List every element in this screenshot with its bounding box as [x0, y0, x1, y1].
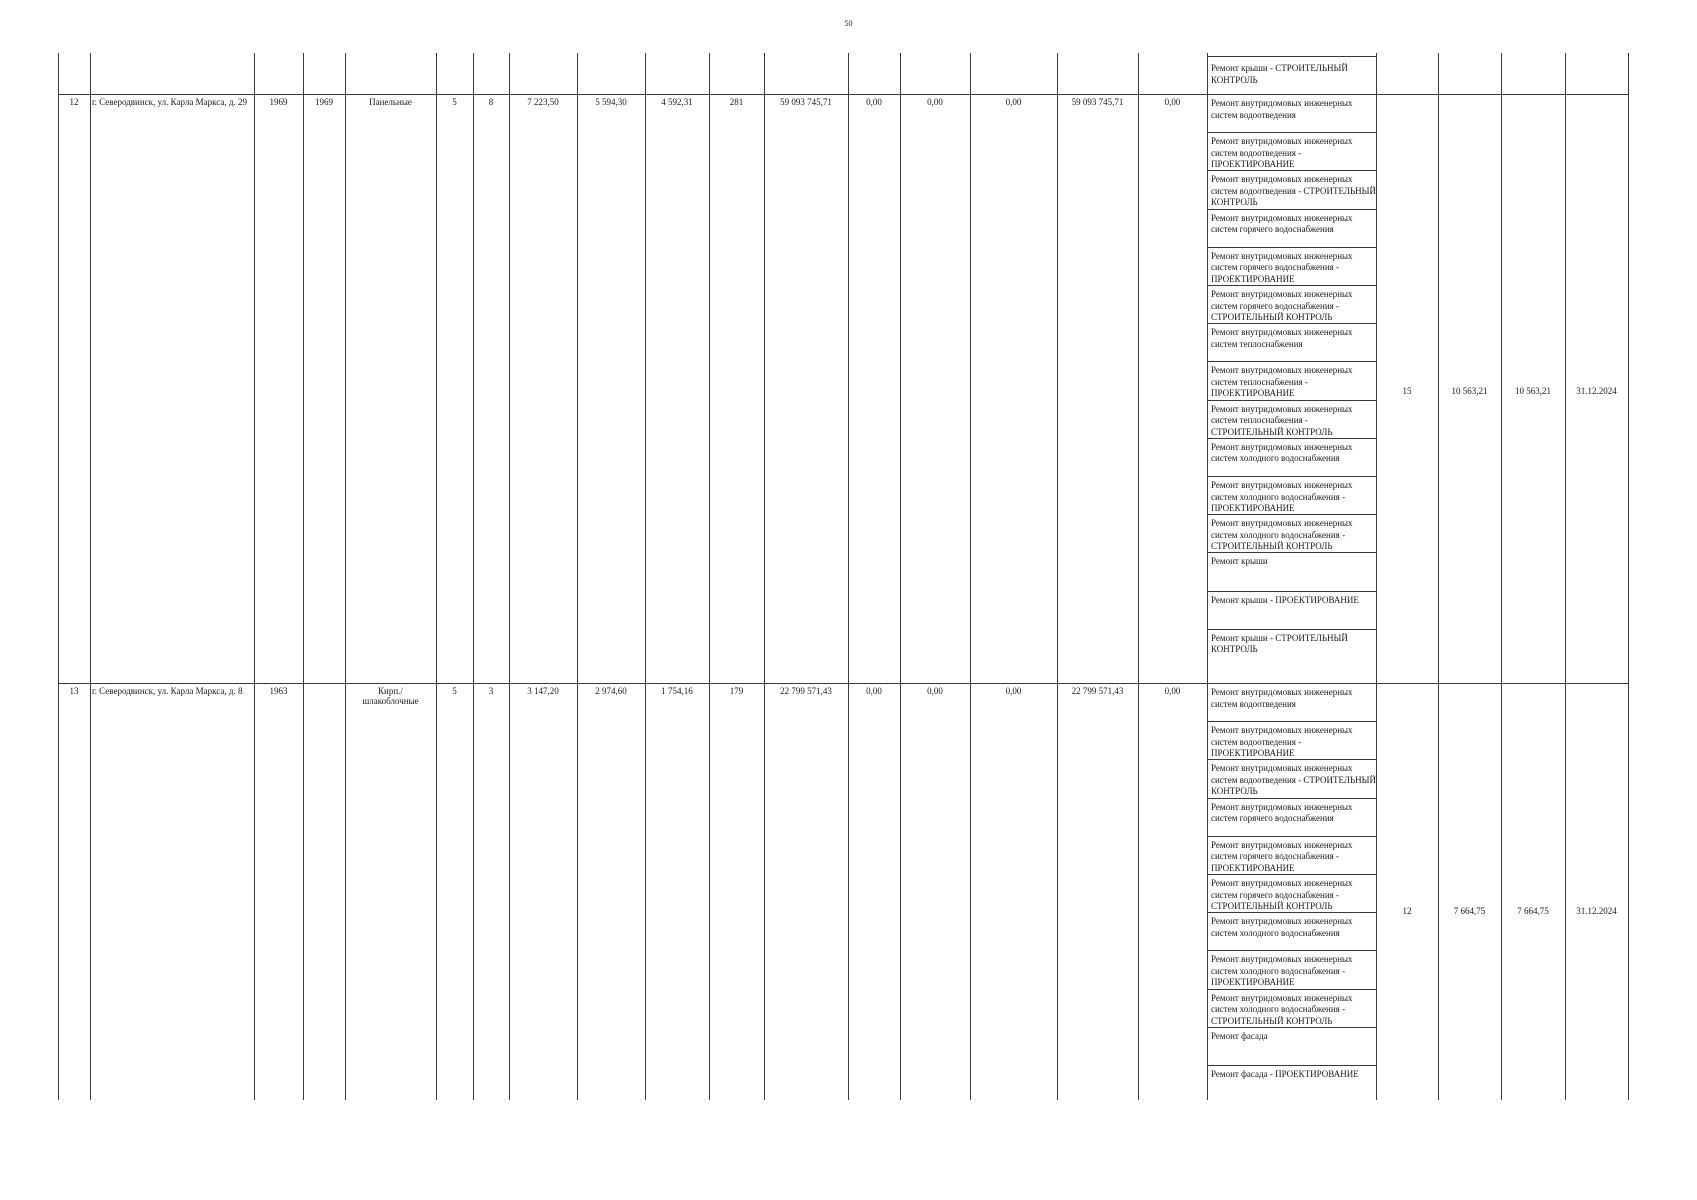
cost-owners: 22 799 571,43 — [1071, 686, 1124, 696]
work-type-cell: Ремонт внутридомовых инженерных систем водоотведения — [1211, 687, 1353, 709]
work-type-cell: Ремонт фасада - ПРОЕКТИРОВАНИЕ — [1211, 1069, 1359, 1079]
area-residential: 1 754,16 — [661, 686, 693, 696]
floors: 5 — [452, 686, 457, 696]
area-premises: 2 974,60 — [595, 686, 627, 696]
deadline: 31.12.2024 — [1576, 906, 1617, 916]
cost-local: 0,00 — [1005, 97, 1022, 107]
work-type-cell: Ремонт крыши — [1211, 556, 1268, 567]
work-type-cell: Ремонт внутридомовых инженерных систем холодного водоснабжения - СТРОИТЕЛЬНЫЙ КОНТРОЛЬ — [1211, 992, 1353, 1026]
work-cell-divider — [1207, 874, 1377, 875]
wall-material: Панельные — [369, 97, 412, 107]
work-type-cell: Ремонт внутридомовых инженерных систем холодного водоснабжения - ПРОЕКТИРОВАНИЕ — [1211, 954, 1353, 988]
cost-federal: 0,00 — [866, 97, 882, 107]
work-type-cell: Ремонт внутридомовых инженерных систем холодного водоснабжения — [1211, 916, 1353, 938]
work-cell-divider — [1207, 1027, 1377, 1028]
cost-regional: 0,00 — [927, 97, 943, 107]
work-type-cell: Ремонт фасада — [1211, 1030, 1268, 1041]
cost-federal: 0,00 — [866, 686, 882, 696]
cost-total: 59 093 745,71 — [780, 97, 832, 107]
work-type-cell: Ремонт внутридомовых инженерных систем холодного водоснабжения — [1211, 441, 1353, 464]
residents: 281 — [729, 97, 744, 107]
address: г. Северодвинск, ул. Карла Маркса, д. 29 — [92, 97, 247, 107]
floors: 5 — [452, 97, 457, 107]
works-count: 12 — [1402, 906, 1412, 916]
work-type-cell: Ремонт внутридомовых инженерных систем теплоснабжения - СТРОИТЕЛЬНЫЙ КОНТРОЛЬ — [1211, 403, 1353, 437]
work-cell-divider — [1207, 170, 1377, 171]
work-cell-divider — [1207, 950, 1377, 951]
work-cell-divider — [1207, 247, 1377, 248]
works-list — [1210, 94, 1380, 683]
entrances: 3 — [488, 686, 494, 696]
year-commissioned: 1969 — [315, 97, 333, 107]
work-cell-divider — [1207, 514, 1377, 515]
work-cell-continuation: Ремонт крыши - СТРОИТЕЛЬНЫЙ КОНТРОЛЬ — [1211, 63, 1348, 85]
work-type-cell: Ремонт внутридомовых инженерных систем водоотведения - ПРОЕКТИРОВАНИЕ — [1211, 725, 1353, 759]
work-cell-divider — [1207, 989, 1377, 990]
page-number: 50 — [844, 19, 853, 28]
work-type-cell: Ремонт внутридомовых инженерных систем горячего водоснабжения - ПРОЕКТИРОВАНИЕ — [1211, 839, 1353, 873]
cost-other: 0,00 — [1164, 686, 1181, 696]
work-cell-divider — [1207, 759, 1377, 760]
work-type-cell: Ремонт внутридомовых инженерных систем теплоснабжения - ПРОЕКТИРОВАНИЕ — [1211, 365, 1353, 399]
work-cell-divider — [1207, 438, 1377, 439]
unit-cost: 7 664,75 — [1453, 906, 1486, 916]
unit-cost-limit: 7 664,75 — [1517, 906, 1549, 916]
area-residential: 4 592,31 — [661, 97, 693, 107]
work-cell-divider — [1207, 132, 1377, 133]
work-cell-divider — [1207, 361, 1377, 362]
wall-material: Кирп./ шлакоблочные — [362, 686, 419, 706]
address: г. Северодвинск, ул. Карла Маркса, д. 8 — [92, 686, 243, 696]
work-type-cell: Ремонт внутридомовых инженерных систем горячего водоснабжения - СТРОИТЕЛЬНЫЙ КОНТРОЛЬ — [1211, 289, 1353, 322]
work-type-cell: Ремонт внутридомовых инженерных систем холодного водоснабжения - ПРОЕКТИРОВАНИЕ — [1211, 480, 1353, 513]
work-type-cell: Ремонт внутридомовых инженерных систем водоотведения - СТРОИТЕЛЬНЫЙ КОНТРОЛЬ — [1211, 763, 1377, 797]
area-premises: 5 594,30 — [595, 97, 627, 107]
cost-owners: 59 093 745,71 — [1071, 97, 1124, 107]
cost-regional: 0,00 — [927, 686, 943, 696]
cost-total: 22 799 571,43 — [780, 686, 832, 696]
work-type-cell: Ремонт крыши - ПРОЕКТИРОВАНИЕ — [1211, 594, 1359, 605]
work-cell-divider — [1207, 323, 1377, 324]
work-type-cell: Ремонт внутридомовых инженерных систем холодного водоснабжения - СТРОИТЕЛЬНЫЙ КОНТРОЛЬ — [1211, 518, 1353, 552]
work-cell-divider — [1207, 629, 1377, 630]
work-cell-divider — [1207, 721, 1377, 722]
work-type-cell: Ремонт крыши - СТРОИТЕЛЬНЫЙ КОНТРОЛЬ — [1211, 632, 1348, 655]
deadline: 31.12.2024 — [1576, 386, 1617, 396]
work-cell-divider — [1207, 798, 1377, 799]
works-count: 15 — [1402, 386, 1412, 396]
row-number: 13 — [69, 686, 79, 696]
works-list — [1210, 683, 1380, 1100]
cost-local: 0,00 — [1005, 686, 1022, 696]
work-type-cell: Ремонт внутридомовых инженерных систем горячего водоснабжения — [1211, 801, 1353, 824]
work-type-cell: Ремонт внутридомовых инженерных систем водоотведения - ПРОЕКТИРОВАНИЕ — [1211, 136, 1353, 170]
work-cell-divider — [1207, 285, 1377, 286]
cost-other: 0,00 — [1164, 97, 1181, 107]
residents: 179 — [729, 686, 744, 696]
work-cell-divider — [1207, 400, 1377, 401]
total-area: 7 223,50 — [527, 97, 559, 107]
work-cell-divider — [1207, 552, 1377, 553]
work-cell-divider — [1207, 912, 1377, 913]
row-number: 12 — [69, 97, 79, 107]
work-cell-divider — [1207, 836, 1377, 837]
work-type-cell: Ремонт внутридомовых инженерных систем теплоснабжения — [1211, 327, 1353, 349]
work-type-cell: Ремонт внутридомовых инженерных систем горячего водоснабжения - СТРОИТЕЛЬНЫЙ КОНТРОЛЬ — [1211, 878, 1353, 911]
entrances: 8 — [488, 97, 494, 107]
work-cell-divider — [1207, 1065, 1377, 1066]
year-built: 1963 — [269, 686, 288, 696]
work-type-cell: Ремонт внутридомовых инженерных систем водоотведения — [1211, 98, 1353, 120]
work-type-cell: Ремонт внутридомовых инженерных систем горячего водоснабжения — [1211, 212, 1353, 235]
work-type-cell: Ремонт внутридомовых инженерных систем водоотведения - СТРОИТЕЛЬНЫЙ КОНТРОЛЬ — [1211, 174, 1377, 208]
unit-cost-limit: 10 563,21 — [1515, 386, 1551, 396]
work-cell-divider — [1207, 476, 1377, 477]
work-type-cell: Ремонт внутридомовых инженерных систем горячего водоснабжения - ПРОЕКТИРОВАНИЕ — [1211, 250, 1353, 284]
work-cell-divider — [1207, 591, 1377, 592]
total-area: 3 147,20 — [527, 686, 559, 696]
work-cell-divider — [1207, 209, 1377, 210]
unit-cost: 10 563,21 — [1451, 386, 1488, 396]
year-built: 1969 — [269, 97, 288, 107]
